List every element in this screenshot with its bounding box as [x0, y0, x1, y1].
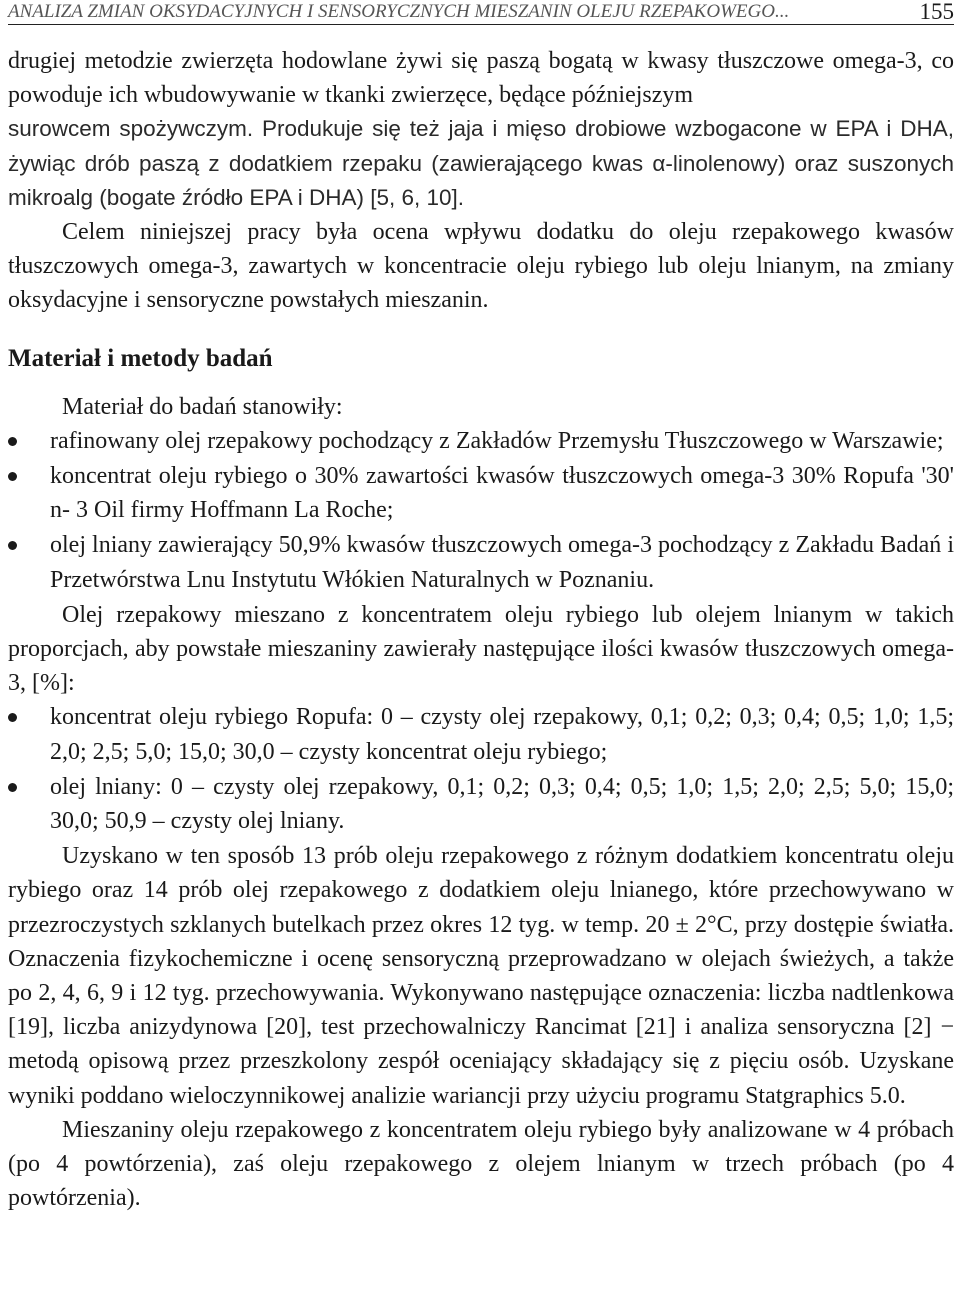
- mixing-paragraph: Olej rzepakowy mieszano z koncentratem oleju rybiego lub olejem lnianym w takich proporcjach, aby powstałe mieszaniny zawierały następujące ilości kwasów tłuszczowych omega-3, [%]:: [8, 601, 954, 697]
- bullet-icon: [8, 541, 17, 550]
- materials-intro: Materiał do badań stanowiły:: [62, 393, 343, 420]
- bullet-icon: [8, 783, 17, 792]
- bullet-icon: [8, 437, 17, 446]
- list-item-text: olej lniany: 0 – czysty olej rzepakowy, 0,1; 0,2; 0,3; 0,4; 0,5; 1,0; 1,5; 2,0; 2,5; 5,0; 15,0; 30,0; 50,9 – czysty olej lniany.: [50, 773, 954, 835]
- page-number: 155: [919, 0, 954, 24]
- aim-paragraph: Celem niniejszej pracy była ocena wpływu dodatku do oleju rzepakowego kwasów tłuszczowych omega-3, zawartych w koncentracie oleju rybiego lub oleju lnianym, na zmiany oksydacyjne i sensoryczne powstałych mieszanin.: [8, 219, 954, 314]
- list-item-text: koncentrat oleju rybiego Ropufa: 0 – czysty olej rzepakowy, 0,1; 0,2; 0,3; 0,4; 0,5; 1,0; 1,5; 2,0; 2,5; 5,0; 15,0; 30,0 – czysty koncentrat oleju rybiego;: [50, 704, 954, 765]
- section-heading: Materiał i metody badań: [8, 344, 273, 372]
- list-item: [8, 770, 954, 838]
- document-page: [8, 0, 954, 1216]
- bullet-icon: [8, 713, 17, 722]
- samples-paragraph: Uzyskano w ten sposób 13 prób oleju rzepakowego z różnym dodatkiem koncentratu oleju rybiego oraz 14 prób olej rzepakowego z dodatkiem oleju lnianego, które przechowywano w przezroczystych szklanych butelkach przez okres 12 tyg. w temp. 20 ± 2°C, przy dostępie światła. Oznaczenia fizykochemiczne i ocenę sensoryczną przeprowadzano w olejach świeżych, a także po 2, 4, 6, 9 i 12 tyg. przechowywania. Wykonywano następujące oznaczenia: liczba nadtlenkowa [19], liczba anizydynowa [20], test przechowalniczy Rancimat [21] i analiza sensoryczna [2] − metodą opisową przez przeszkolony zespół oceniający składający się z pięciu osób. Uzyskane wyniki poddano wieloczynnikowej analizie wariancji przy użyciu programu Statgraphics 5.0.: [8, 843, 954, 1109]
- list-item-text: olej lniany zawierający 50,9% kwasów tłuszczowych omega-3 pochodzący z Zakładu Badań i Przetwórstwa Lnu Instytutu Włókien Naturalnych w Poznaniu.: [50, 532, 954, 593]
- running-title: ANALIZA ZMIAN OKSYDACYJNYCH I SENSORYCZNYCH MIESZANIN OLEJU RZEPAKOWEGO...: [8, 1, 790, 22]
- list-item-text: rafinowany olej rzepakowy pochodzący z Zakładów Przemysłu Tłuszczowego w Warszawie;: [50, 427, 944, 454]
- list-item-text: koncentrat oleju rybiego o 30% zawartości kwasów tłuszczowych omega-3 30% Ropufa '30' n- 3 Oil firmy Hoffmann La Roche;: [50, 463, 954, 524]
- materials-list: [8, 424, 954, 597]
- intro-text-serif: drugiej metodzie zwierzęta hodowlane żywi się paszą bogatą w kwasy tłuszczowe omega-3, co powoduje ich wbudowywanie w tkanki zwierzęce, będące późniejszym: [8, 48, 954, 109]
- list-item: [8, 528, 954, 596]
- bullet-icon: [8, 472, 17, 481]
- intro-paragraph: [8, 44, 954, 215]
- list-item: [8, 424, 954, 458]
- final-paragraph: Mieszaniny oleju rzepakowego z koncentratem oleju rybiego były analizowane w 4 próbach (po 4 powtórzenia), zaś oleju rzepakowego z olejem lnianym w trzech próbach (po 4 powtórzenia).: [8, 1116, 954, 1212]
- proportions-list: [8, 700, 954, 838]
- list-item: [8, 459, 954, 527]
- intro-text-sans: surowcem spożywczym. Produkuje się też jaja i mięso drobiowe wzbogacone w EPA i DHA, żywiąc drób paszą z dodatkiem rzepaku (zawierającego kwas α-linolenowy) oraz suszonych mikroalg (bogate źródło EPA i DHA) [5, 6, 10].: [8, 116, 954, 210]
- running-header: [8, 0, 954, 25]
- list-item: [8, 700, 954, 768]
